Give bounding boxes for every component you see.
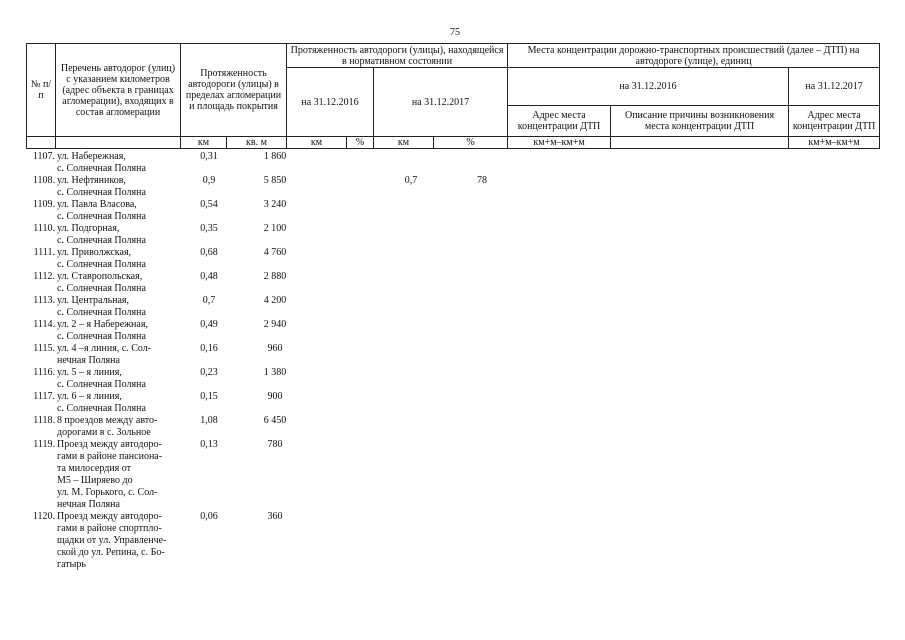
row-number: 1117. bbox=[33, 391, 55, 402]
area-sqm: 1 380 bbox=[263, 367, 287, 378]
road-name-line: ул. М. Горького, с. Сол- bbox=[57, 487, 158, 498]
road-name-line: ул. Нефтяников, bbox=[57, 175, 126, 186]
road-name bbox=[57, 415, 187, 439]
area-sqm: 6 450 bbox=[263, 415, 287, 426]
length-km: 0,49 bbox=[200, 319, 218, 330]
road-name-line: 8 проездов между авто- bbox=[57, 415, 158, 426]
row-number: 1118. bbox=[33, 415, 55, 426]
road-name-line: та милосердия от bbox=[57, 463, 131, 474]
area-sqm: 2 880 bbox=[263, 271, 287, 282]
row-number: 1112. bbox=[33, 271, 55, 282]
road-name-line: гами в районе пансиона- bbox=[57, 451, 163, 462]
road-name bbox=[57, 247, 187, 271]
road-name-line: с. Солнечная Поляна bbox=[57, 283, 146, 294]
area-sqm: 900 bbox=[267, 391, 283, 402]
length-km: 0,9 bbox=[202, 175, 216, 186]
unit-kmm: км+м–км+м bbox=[508, 137, 611, 149]
row-number: 1114. bbox=[33, 319, 55, 330]
road-name-line: ул. 2 – я Набережная, bbox=[57, 319, 148, 330]
table-row bbox=[26, 439, 879, 511]
road-name-line: дорогами в с. Зольное bbox=[57, 427, 151, 438]
area-sqm: 780 bbox=[267, 439, 283, 450]
length-km: 0,68 bbox=[200, 247, 218, 258]
road-name-line: с. Солнечная Поляна bbox=[57, 403, 146, 414]
road-name bbox=[57, 295, 187, 319]
area-sqm: 3 240 bbox=[263, 199, 287, 210]
area-sqm: 2 100 bbox=[263, 223, 287, 234]
table-row bbox=[26, 223, 879, 247]
road-name-line: ул. Набережная, bbox=[57, 151, 126, 162]
road-name-line: щадки от ул. Управленче- bbox=[57, 535, 167, 546]
header-num: № п/п bbox=[27, 44, 56, 137]
header-addr-dtp: Адрес места концентрации ДТП bbox=[508, 106, 611, 137]
area-sqm: 5 850 bbox=[263, 175, 287, 186]
row-number: 1108. bbox=[32, 175, 55, 186]
row-number: 1115. bbox=[33, 343, 55, 354]
row-number: 1120. bbox=[32, 511, 55, 522]
table-row bbox=[26, 199, 879, 223]
normative-pct-2017: 78 bbox=[477, 175, 487, 186]
header-addr-dtp-2017: Адрес места концентрации ДТП bbox=[789, 106, 880, 137]
table-row bbox=[26, 175, 879, 199]
header-length: Протяженность автодороги (улицы) в пределах агломерации и площадь покрытия bbox=[181, 44, 287, 137]
road-name bbox=[57, 151, 187, 175]
road-name bbox=[57, 511, 187, 571]
road-name-line: ул. 6 – я линия, bbox=[57, 391, 122, 402]
header-list: Перечень автодорог (улиц) с указанием километров (адрес объекта в границах агломерации), входящих в состав агломерации bbox=[56, 44, 181, 137]
road-name bbox=[57, 271, 187, 295]
road-name-line: ул. Ставропольская, bbox=[57, 271, 143, 282]
table-row bbox=[26, 247, 879, 271]
road-name-line: с. Солнечная Поляна bbox=[57, 307, 146, 318]
row-number: 1119. bbox=[33, 439, 55, 450]
page-number: 75 bbox=[450, 27, 460, 38]
area-sqm: 4 760 bbox=[263, 247, 287, 258]
road-name-line: М5 – Ширяево до bbox=[57, 475, 133, 486]
road-name-line: гами в районе спортпло- bbox=[57, 523, 162, 534]
road-name-line: с. Солнечная Поляна bbox=[57, 379, 146, 390]
table-row bbox=[26, 415, 879, 439]
area-sqm: 960 bbox=[267, 343, 283, 354]
unit-sqm: кв. м bbox=[227, 137, 287, 149]
road-name bbox=[57, 175, 187, 199]
road-name-line: ской до ул. Репина, с. Бо- bbox=[57, 547, 165, 558]
length-km: 0,48 bbox=[200, 271, 218, 282]
table-row bbox=[26, 319, 879, 343]
length-km: 0,7 bbox=[202, 295, 216, 306]
header-dtp-2016: на 31.12.2016 bbox=[508, 68, 789, 106]
length-km: 0,06 bbox=[200, 511, 218, 522]
row-number: 1107. bbox=[32, 151, 55, 162]
road-name-line: ул. 4 –я линия, с. Сол- bbox=[57, 343, 152, 354]
table-row bbox=[26, 511, 879, 571]
unit-pct-2016: % bbox=[347, 137, 374, 149]
road-name bbox=[57, 223, 187, 247]
road-name bbox=[57, 391, 187, 415]
road-name bbox=[57, 319, 187, 343]
road-name bbox=[57, 439, 187, 511]
area-sqm: 360 bbox=[267, 511, 283, 522]
unit-km-2017: км bbox=[374, 137, 434, 149]
row-number: 1116. bbox=[33, 367, 55, 378]
road-name-line: ул. Подгорная, bbox=[57, 223, 120, 234]
row-number: 1111. bbox=[33, 247, 55, 258]
header-normative-2017: на 31.12.2017 bbox=[374, 68, 508, 137]
header-reason-dtp: Описание причины возникновения места концентрации ДТП bbox=[611, 106, 789, 137]
road-name-line: с. Солнечная Поляна bbox=[57, 163, 146, 174]
unit-km: км bbox=[181, 137, 227, 149]
header-dtp-2017: на 31.12.2017 bbox=[789, 68, 880, 106]
length-km: 0,35 bbox=[200, 223, 218, 234]
area-sqm: 2 940 bbox=[263, 319, 287, 330]
table-row bbox=[26, 343, 879, 367]
length-km: 0,54 bbox=[200, 199, 218, 210]
road-name-line: гатырь bbox=[57, 559, 86, 570]
road-name-line: нечная Поляна bbox=[57, 499, 120, 510]
table-header bbox=[26, 43, 880, 149]
road-name-line: Проезд между автодоро- bbox=[57, 511, 162, 522]
road-name bbox=[57, 367, 187, 391]
table-row bbox=[26, 151, 879, 175]
table-row bbox=[26, 367, 879, 391]
road-name-line: с. Солнечная Поляна bbox=[57, 259, 146, 270]
road-name-line: ул. Приволжская, bbox=[57, 247, 132, 258]
unit-km-2016: км bbox=[287, 137, 347, 149]
table-body bbox=[26, 151, 879, 571]
road-name bbox=[57, 199, 187, 223]
unit-kmm-2017: км+м–км+м bbox=[789, 137, 880, 149]
road-name-line: нечная Поляна bbox=[57, 355, 120, 366]
area-sqm: 1 860 bbox=[263, 151, 287, 162]
table-row bbox=[26, 271, 879, 295]
unit-pct-2017: % bbox=[434, 137, 508, 149]
length-km: 0,31 bbox=[200, 151, 218, 162]
road-name bbox=[57, 343, 187, 367]
table-row bbox=[26, 391, 879, 415]
length-km: 1,08 bbox=[200, 415, 218, 426]
road-name-line: с. Солнечная Поляна bbox=[57, 331, 146, 342]
road-name-line: ул. Павла Власова, bbox=[57, 199, 137, 210]
normative-km-2017: 0,7 bbox=[404, 175, 418, 186]
road-name-line: ул. 5 – я линия, bbox=[57, 367, 122, 378]
header-dtp: Места концентрации дорожно-транспортных происшествий (далее – ДТП) на автодороге (улице), единиц bbox=[508, 44, 880, 68]
road-name-line: ул. Центральная, bbox=[57, 295, 130, 306]
road-name-line: с. Солнечная Поляна bbox=[57, 187, 146, 198]
road-name-line: с. Солнечная Поляна bbox=[57, 235, 146, 246]
length-km: 0,16 bbox=[200, 343, 218, 354]
length-km: 0,13 bbox=[200, 439, 218, 450]
length-km: 0,15 bbox=[200, 391, 218, 402]
row-number: 1110. bbox=[33, 223, 55, 234]
road-name-line: Проезд между автодоро- bbox=[57, 439, 162, 450]
area-sqm: 4 200 bbox=[263, 295, 287, 306]
row-number: 1109. bbox=[32, 199, 55, 210]
length-km: 0,23 bbox=[200, 367, 218, 378]
road-name-line: с. Солнечная Поляна bbox=[57, 211, 146, 222]
row-number: 1113. bbox=[33, 295, 55, 306]
header-normative: Протяженность автодороги (улицы), находящейся в нормативном состоянии bbox=[287, 44, 508, 68]
header-normative-2016: на 31.12.2016 bbox=[287, 68, 374, 137]
table-row bbox=[26, 295, 879, 319]
